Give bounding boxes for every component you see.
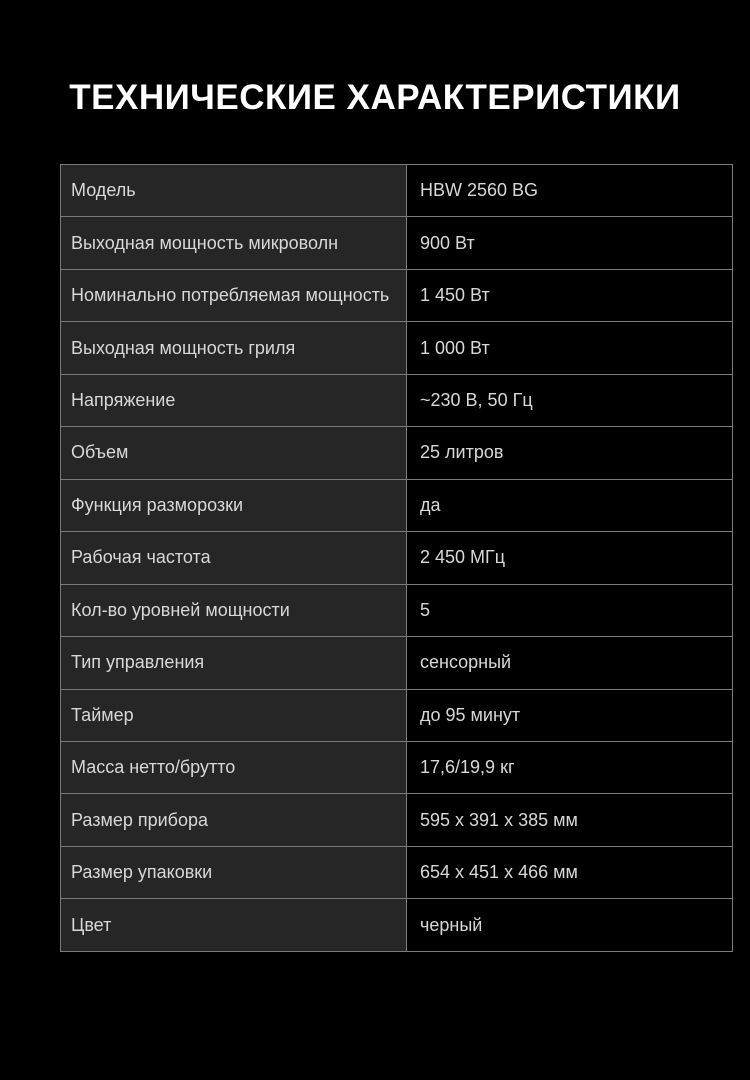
spec-row bbox=[61, 794, 733, 846]
spec-row bbox=[61, 846, 733, 898]
spec-row bbox=[61, 584, 733, 636]
spec-label: Объем bbox=[61, 427, 407, 479]
spec-value: 900 Вт bbox=[407, 217, 733, 269]
specs-table-body bbox=[61, 165, 733, 952]
spec-value: 17,6/19,9 кг bbox=[407, 741, 733, 793]
spec-value: 2 450 МГц bbox=[407, 532, 733, 584]
spec-label: Таймер bbox=[61, 689, 407, 741]
spec-label: Напряжение bbox=[61, 374, 407, 426]
spec-row bbox=[61, 165, 733, 217]
page-title: ТЕХНИЧЕСКИЕ ХАРАКТЕРИСТИКИ bbox=[69, 78, 681, 117]
specs-table bbox=[60, 164, 733, 952]
spec-value: 1 450 Вт bbox=[407, 269, 733, 321]
spec-row bbox=[61, 269, 733, 321]
spec-value: да bbox=[407, 479, 733, 531]
spec-label: Модель bbox=[61, 165, 407, 217]
spec-row bbox=[61, 637, 733, 689]
spec-row bbox=[61, 427, 733, 479]
spec-value: черный bbox=[407, 899, 733, 952]
spec-label: Выходная мощность гриля bbox=[61, 322, 407, 374]
spec-value: сенсорный bbox=[407, 637, 733, 689]
spec-row bbox=[61, 374, 733, 426]
spec-row bbox=[61, 532, 733, 584]
spec-label: Тип управления bbox=[61, 637, 407, 689]
spec-value: 595 х 391 х 385 мм bbox=[407, 794, 733, 846]
spec-row bbox=[61, 741, 733, 793]
spec-row bbox=[61, 322, 733, 374]
spec-row bbox=[61, 217, 733, 269]
spec-row bbox=[61, 479, 733, 531]
spec-label: Рабочая частота bbox=[61, 532, 407, 584]
spec-label: Кол-во уровней мощности bbox=[61, 584, 407, 636]
spec-value: до 95 минут bbox=[407, 689, 733, 741]
spec-label: Масса нетто/брутто bbox=[61, 741, 407, 793]
spec-value: 1 000 Вт bbox=[407, 322, 733, 374]
spec-value: 654 х 451 х 466 мм bbox=[407, 846, 733, 898]
spec-value: ~230 В, 50 Гц bbox=[407, 374, 733, 426]
spec-label: Выходная мощность микроволн bbox=[61, 217, 407, 269]
spec-label: Цвет bbox=[61, 899, 407, 952]
spec-label: Размер прибора bbox=[61, 794, 407, 846]
spec-label: Функция разморозки bbox=[61, 479, 407, 531]
spec-row bbox=[61, 899, 733, 952]
spec-row bbox=[61, 689, 733, 741]
spec-label: Размер упаковки bbox=[61, 846, 407, 898]
spec-value: 5 bbox=[407, 584, 733, 636]
spec-label: Номинально потребляемая мощность bbox=[61, 269, 407, 321]
spec-value: 25 литров bbox=[407, 427, 733, 479]
spec-value: HBW 2560 BG bbox=[407, 165, 733, 217]
